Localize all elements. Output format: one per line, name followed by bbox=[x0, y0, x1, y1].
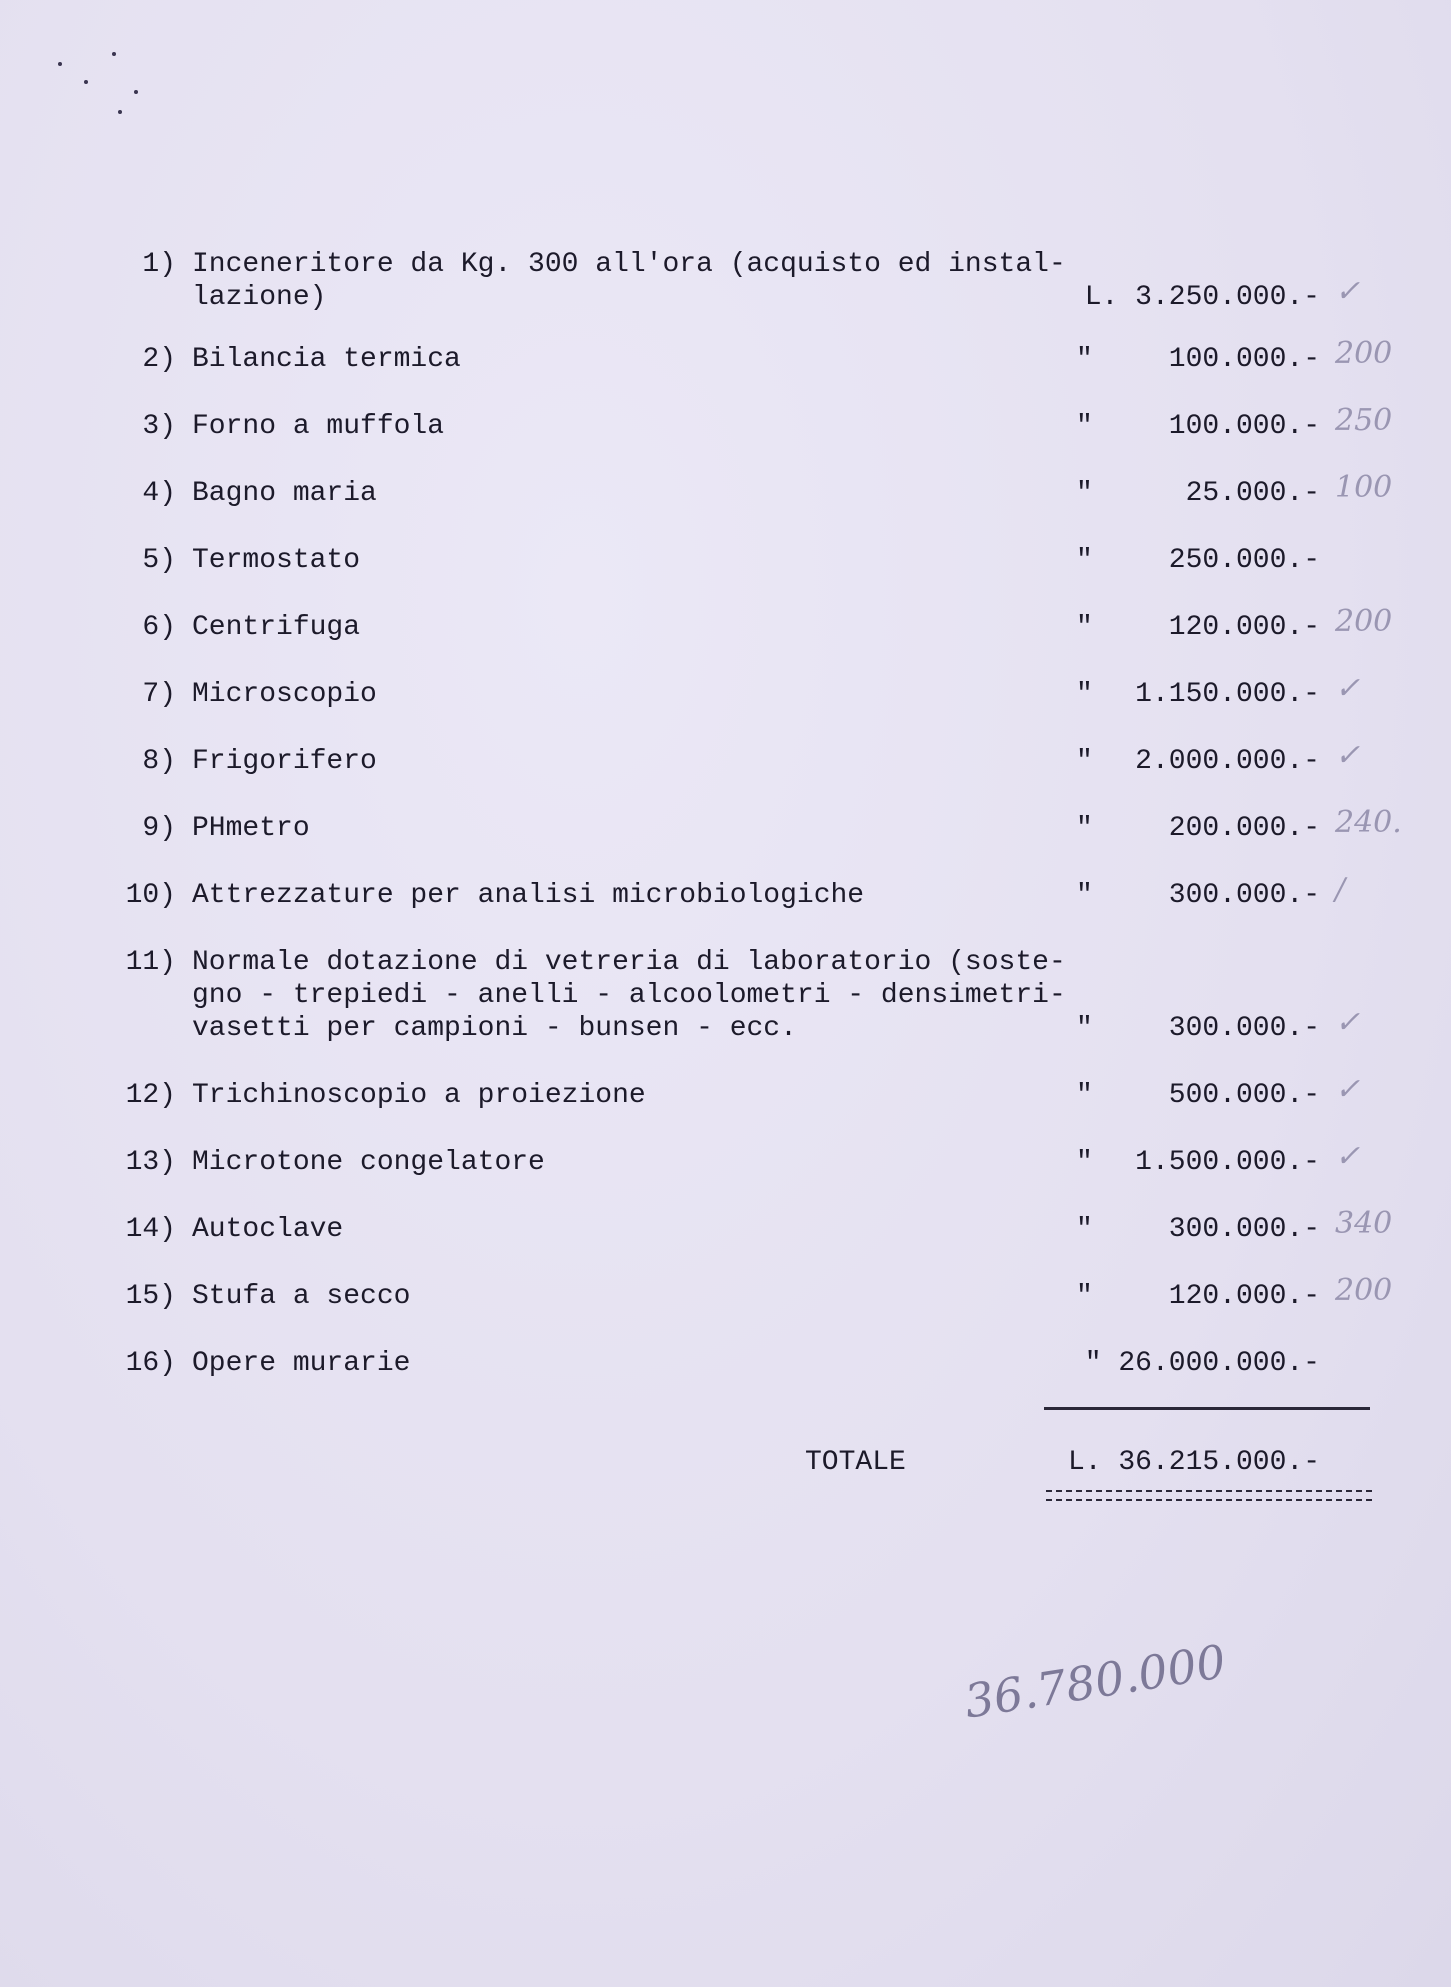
item-amount: 300.000.- bbox=[1168, 880, 1320, 911]
item-number: 2) bbox=[142, 344, 176, 375]
handwritten-check-mark: ✓ bbox=[1335, 1072, 1361, 1107]
item-number: 1) bbox=[142, 249, 176, 280]
item-amount: 100.000.- bbox=[1168, 344, 1320, 375]
list-item bbox=[0, 336, 1451, 377]
item-number: 14) bbox=[125, 1214, 176, 1245]
ditto-mark: " bbox=[1076, 478, 1093, 509]
ditto-mark: " bbox=[1076, 612, 1093, 643]
item-description: lazione) bbox=[192, 282, 327, 313]
handwritten-check-mark: 240. bbox=[1335, 805, 1402, 840]
handwritten-check-mark: ✓ bbox=[1335, 738, 1361, 773]
item-amount: 200.000.- bbox=[1168, 813, 1320, 844]
item-description: Bagno maria bbox=[192, 478, 377, 509]
item-number: 9) bbox=[142, 813, 176, 844]
item-description: Forno a muffola bbox=[192, 411, 445, 442]
item-number: 10) bbox=[125, 880, 176, 911]
item-amount: 120.000.- bbox=[1168, 1281, 1320, 1312]
handwritten-check-mark: ✓ bbox=[1335, 274, 1361, 309]
item-description: vasetti per campioni - bunsen - ecc. bbox=[192, 1013, 797, 1044]
ditto-mark: " bbox=[1076, 411, 1093, 442]
ditto-mark: " bbox=[1076, 813, 1093, 844]
list-item bbox=[0, 403, 1451, 444]
item-description: Inceneritore da Kg. 300 all'ora (acquisto ed instal- bbox=[192, 249, 1066, 280]
ditto-mark: " bbox=[1076, 1013, 1093, 1044]
item-amount: 250.000.- bbox=[1168, 545, 1320, 576]
list-item bbox=[0, 1273, 1451, 1314]
total-amount: L. 36.215.000.- bbox=[1067, 1447, 1320, 1478]
handwritten-check-mark: 200 bbox=[1335, 604, 1393, 639]
list-item bbox=[0, 1206, 1451, 1247]
handwritten-check-mark: 200 bbox=[1335, 1273, 1393, 1308]
item-amount: 1.500.000.- bbox=[1135, 1147, 1320, 1178]
list-item bbox=[0, 1072, 1451, 1113]
item-description: Microscopio bbox=[192, 679, 377, 710]
item-number: 12) bbox=[125, 1080, 176, 1111]
ditto-mark: " bbox=[1076, 545, 1093, 576]
item-description: Frigorifero bbox=[192, 746, 377, 777]
handwritten-check-mark: ✓ bbox=[1335, 671, 1361, 706]
handwritten-check-mark: ✓ bbox=[1335, 1005, 1361, 1040]
item-amount: 120.000.- bbox=[1168, 612, 1320, 643]
list-item bbox=[0, 248, 1451, 313]
item-amount: 2.000.000.- bbox=[1135, 746, 1320, 777]
item-amount: 500.000.- bbox=[1168, 1080, 1320, 1111]
item-amount: 1.150.000.- bbox=[1135, 679, 1320, 710]
item-description: Attrezzature per analisi microbiologiche bbox=[192, 880, 865, 911]
handwritten-check-mark: ✓ bbox=[1335, 1139, 1361, 1174]
item-description: Stufa a secco bbox=[192, 1281, 411, 1312]
ditto-mark: " bbox=[1076, 1080, 1093, 1111]
list-item bbox=[0, 872, 1451, 913]
item-amount: 100.000.- bbox=[1168, 411, 1320, 442]
list-item bbox=[0, 805, 1451, 846]
ink-speck bbox=[84, 80, 88, 84]
item-description: Normale dotazione di vetreria di laboratorio (soste- bbox=[192, 947, 1066, 978]
item-amount: 300.000.- bbox=[1168, 1013, 1320, 1044]
ditto-mark: " bbox=[1076, 344, 1093, 375]
handwritten-check-mark: / bbox=[1335, 872, 1346, 907]
item-number: 6) bbox=[142, 612, 176, 643]
item-number: 16) bbox=[125, 1348, 176, 1379]
list-item bbox=[0, 738, 1451, 779]
item-amount: 300.000.- bbox=[1168, 1214, 1320, 1245]
ink-speck bbox=[134, 90, 138, 94]
ditto-mark: " bbox=[1076, 679, 1093, 710]
ink-speck bbox=[58, 62, 62, 66]
list-item bbox=[0, 946, 1451, 1044]
item-number: 15) bbox=[125, 1281, 176, 1312]
handwritten-check-mark: 200 bbox=[1335, 336, 1393, 371]
item-amount: " 26.000.000.- bbox=[1084, 1348, 1320, 1379]
list-item bbox=[0, 470, 1451, 511]
item-description: gno - trepiedi - anelli - alcoolometri - densimetri- bbox=[192, 980, 1066, 1011]
item-number: 11) bbox=[125, 947, 176, 978]
item-description: Bilancia termica bbox=[192, 344, 461, 375]
item-description: Autoclave bbox=[192, 1214, 344, 1245]
subtotal-rule bbox=[1044, 1407, 1370, 1410]
item-description: Trichinoscopio a proiezione bbox=[192, 1080, 646, 1111]
item-number: 5) bbox=[142, 545, 176, 576]
item-description: Opere murarie bbox=[192, 1348, 411, 1379]
ink-speck bbox=[112, 52, 116, 56]
item-number: 8) bbox=[142, 746, 176, 777]
list-item bbox=[0, 544, 1451, 578]
item-number: 3) bbox=[142, 411, 176, 442]
total-double-rule bbox=[1046, 1490, 1372, 1501]
item-description: Microtone congelatore bbox=[192, 1147, 545, 1178]
ditto-mark: " bbox=[1076, 1147, 1093, 1178]
ditto-mark: " bbox=[1076, 1281, 1093, 1312]
handwritten-total: 36.780.000 bbox=[960, 1634, 1230, 1729]
item-description: Termostato bbox=[192, 545, 361, 576]
ditto-mark: " bbox=[1076, 746, 1093, 777]
list-item bbox=[0, 604, 1451, 645]
handwritten-check-mark: 100 bbox=[1335, 470, 1393, 505]
item-number: 13) bbox=[125, 1147, 176, 1178]
item-number: 4) bbox=[142, 478, 176, 509]
list-item bbox=[0, 671, 1451, 712]
list-item bbox=[0, 1347, 1451, 1381]
item-description: Centrifuga bbox=[192, 612, 361, 643]
item-amount: L. 3.250.000.- bbox=[1084, 282, 1320, 313]
item-number: 7) bbox=[142, 679, 176, 710]
item-description: PHmetro bbox=[192, 813, 310, 844]
total-label: TOTALE bbox=[805, 1447, 906, 1478]
ditto-mark: " bbox=[1076, 880, 1093, 911]
list-item bbox=[0, 1139, 1451, 1180]
handwritten-check-mark: 340 bbox=[1335, 1206, 1393, 1241]
ink-speck bbox=[118, 110, 122, 114]
handwritten-check-mark: 250 bbox=[1335, 403, 1393, 438]
ditto-mark: " bbox=[1076, 1214, 1093, 1245]
item-amount: 25.000.- bbox=[1185, 478, 1320, 509]
